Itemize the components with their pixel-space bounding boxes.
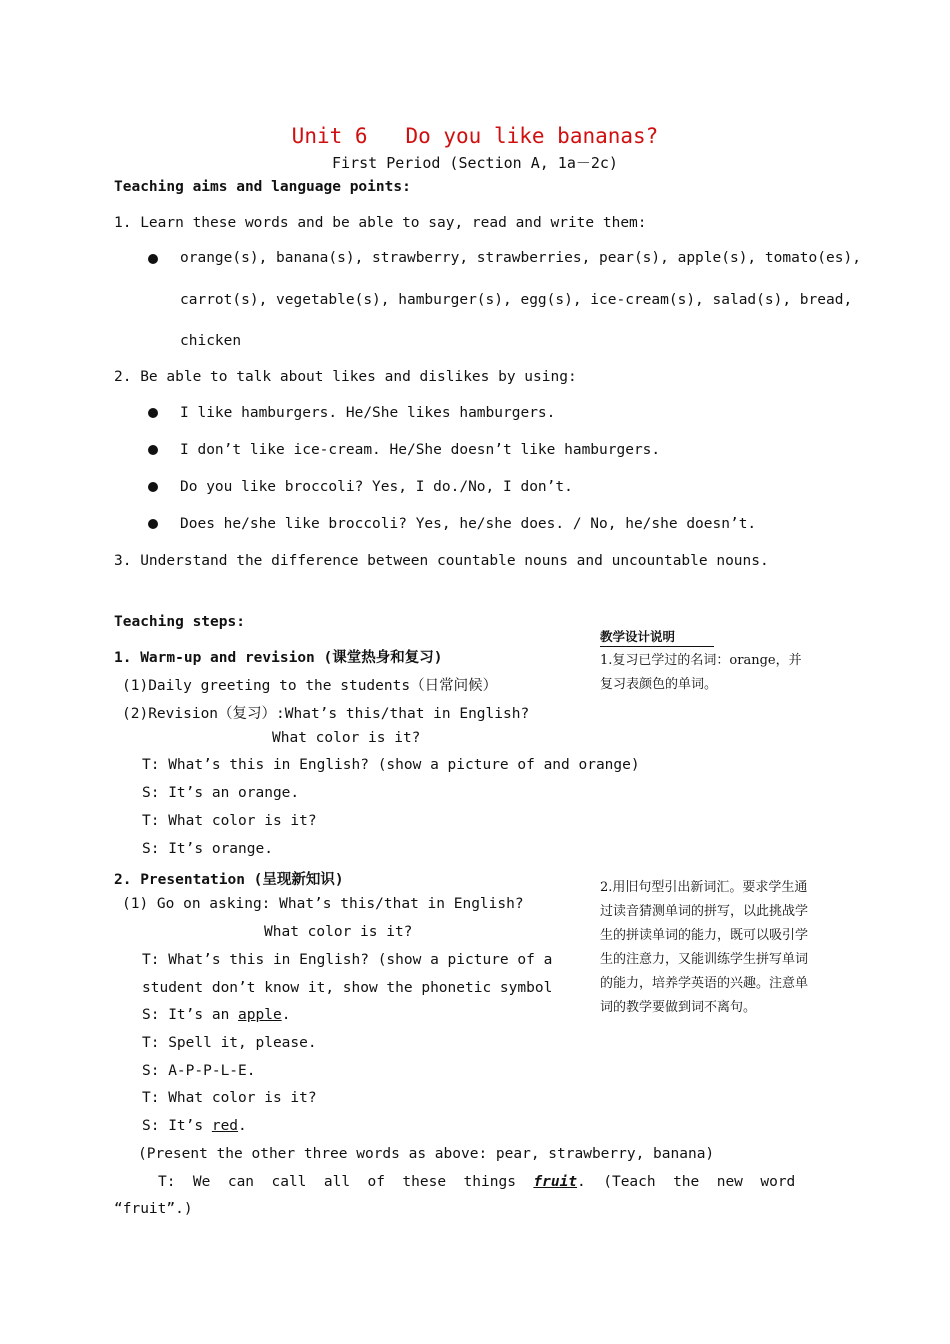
line-text: S: It’s bbox=[142, 1118, 212, 1134]
aims-item-1: 1. Learn these words and be able to say, read and write them: bbox=[114, 215, 647, 231]
step-2-line bbox=[142, 1118, 247, 1134]
step-2-line: T: Spell it, please. bbox=[142, 1035, 317, 1051]
bullet-icon bbox=[148, 482, 158, 492]
underlined-word: apple bbox=[238, 1007, 282, 1023]
line-text: . bbox=[238, 1118, 247, 1134]
step-1-line: What color is it? bbox=[272, 730, 421, 746]
note-2: 2.用旧句型引出新词汇。要求学生通过读音猜测单词的拼写，以此挑战学生的拼读单词的能力，既可以吸引学生的注意力，又能训练学生拼写单词的能力，培养学英语的兴趣。注意单词的教学要做到词不离句。 bbox=[600, 880, 809, 1015]
words-line-1: orange(s), banana(s), strawberry, strawberries, pear(s), apple(s), tomato(es), bbox=[180, 250, 861, 266]
step-2-line: T: What’s this in English? (show a picture of a bbox=[142, 952, 553, 968]
bullet-text: Does he/she like broccoli? Yes, he/she does. / No, he/she doesn’t. bbox=[180, 516, 757, 532]
step-2-line: T: What color is it? bbox=[142, 1090, 317, 1106]
step-2-line: S: A-P-P-L-E. bbox=[142, 1063, 256, 1079]
bullet-text: I don’t like ice-cream. He/She doesn’t like hamburgers. bbox=[180, 442, 661, 458]
note-1: 1.复习已学过的名词：orange，并复习表颜色的单词。 bbox=[600, 653, 802, 692]
bullet-icon bbox=[148, 519, 158, 529]
step-2-line: What color is it? bbox=[264, 924, 413, 940]
bullet-icon bbox=[148, 445, 158, 455]
aims-item-3: 3. Understand the difference between countable nouns and uncountable nouns. bbox=[114, 553, 769, 569]
step-1-line: (2)Revision（复习）:What’s this/that in English? bbox=[122, 706, 530, 722]
words-line-2: carrot(s), vegetable(s), hamburger(s), egg(s), ice-cream(s), salad(s), bread, bbox=[180, 292, 853, 308]
step-1-heading: 1. Warm-up and revision (课堂热身和复习) bbox=[114, 650, 443, 666]
underlined-word: red bbox=[211, 1118, 239, 1134]
page-title: Unit 6 Do you like bananas? bbox=[291, 124, 659, 148]
line-text: T: We can call all of these things bbox=[158, 1174, 534, 1190]
page-subtitle: First Period (Section A, 1a－2c) bbox=[332, 154, 618, 172]
step-2-line bbox=[158, 1174, 795, 1190]
step-2-heading: 2. Presentation (呈现新知识) bbox=[114, 872, 344, 888]
aims-heading: Teaching aims and language points: bbox=[114, 179, 411, 195]
emphasized-word: fruit bbox=[533, 1174, 578, 1190]
step-1-line: (1)Daily greeting to the students（日常问候） bbox=[122, 678, 498, 694]
bullet-icon bbox=[148, 254, 158, 264]
bullet-text: I like hamburgers. He/She likes hamburgers. bbox=[180, 405, 556, 421]
bullet-icon bbox=[148, 408, 158, 418]
notes-heading: 教学设计说明 bbox=[600, 627, 714, 647]
step-2-line: student don’t know it, show the phonetic symbol bbox=[142, 980, 553, 996]
aims-item-2: 2. Be able to talk about likes and dislikes by using: bbox=[114, 369, 577, 385]
bullet-text: Do you like broccoli? Yes, I do./No, I don’t. bbox=[180, 479, 573, 495]
step-2-line: (Present the other three words as above: pear, strawberry, banana) bbox=[138, 1146, 715, 1162]
step-1-line: T: What’s this in English? (show a picture of and orange) bbox=[142, 757, 640, 773]
words-line-3: chicken bbox=[180, 333, 242, 349]
steps-heading: Teaching steps: bbox=[114, 614, 245, 630]
step-1-line: T: What color is it? bbox=[142, 813, 317, 829]
step-1-line: S: It’s orange. bbox=[142, 841, 273, 857]
step-2-line: (1) Go on asking: What’s this/that in English? bbox=[122, 896, 524, 912]
line-text: S: It’s an bbox=[142, 1007, 239, 1023]
line-text: . bbox=[281, 1007, 291, 1023]
step-2-line: “fruit”.) bbox=[114, 1201, 193, 1217]
step-2-line bbox=[142, 1007, 290, 1023]
line-text: . (Teach the new word bbox=[577, 1174, 796, 1190]
step-1-line: S: It’s an orange. bbox=[142, 785, 300, 801]
